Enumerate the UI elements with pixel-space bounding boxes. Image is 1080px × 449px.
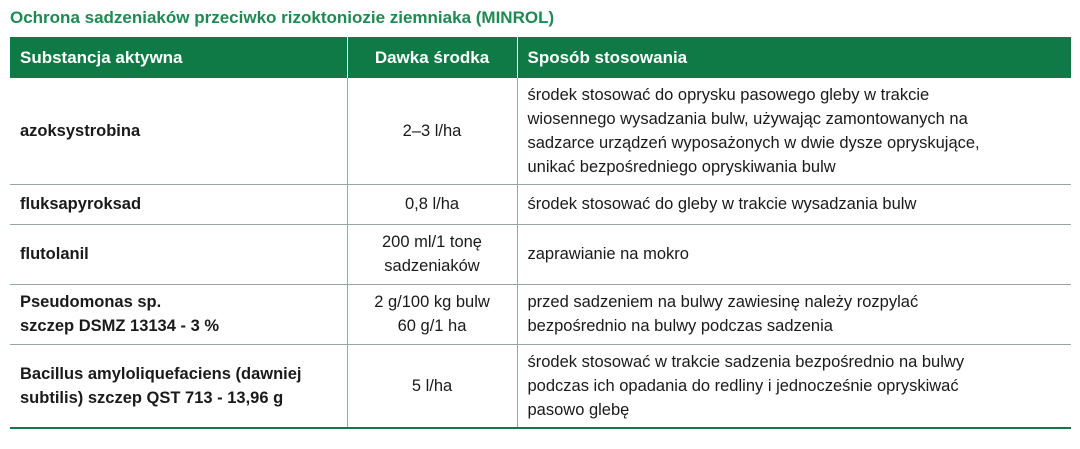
table-row (10, 78, 1071, 184)
dose-cell (347, 344, 517, 428)
dose-line: 2 g/100 kg bulw (374, 293, 490, 311)
method-line: zaprawianie na mokro (527, 245, 689, 263)
table-row (10, 284, 1071, 344)
substance-cell (10, 344, 347, 428)
method-line: środek stosować w trakcie sadzenia bezpośrednio na bulwy (527, 352, 965, 371)
method-line: przed sadzeniem na bulwy zawiesinę należy rozpylać (527, 293, 919, 311)
substance-line: Pseudomonas sp. (20, 293, 162, 311)
dose-line: 2–3 l/ha (402, 121, 462, 140)
table-row (10, 184, 1071, 224)
method-line: bezpośrednio na bulwy podczas sadzenia (527, 317, 833, 335)
table-row (10, 344, 1071, 428)
header-dose: Dawka środka (347, 37, 517, 78)
fungicide-table (10, 37, 1071, 429)
method-cell (517, 224, 1071, 284)
dose-line: 60 g/1 ha (397, 317, 467, 335)
dose-cell (347, 224, 517, 284)
method-cell (517, 184, 1071, 224)
method-line: środek stosować do gleby w trakcie wysadzania bulw (527, 195, 917, 213)
substance-cell (10, 224, 347, 284)
dose-line: sadzeniaków (384, 257, 480, 275)
method-line: pasowo glebę (527, 400, 630, 419)
header-method: Sposób stosowania (517, 37, 1071, 78)
table-title: Ochrona sadzeniaków przeciwko rizoktoniozie ziemniaka (MINROL) (10, 8, 555, 27)
dose-line: 0,8 l/ha (404, 195, 460, 213)
substance-cell (10, 284, 347, 344)
dose-cell (347, 184, 517, 224)
header-row (10, 37, 1071, 78)
method-line: podczas ich opadania do redliny i jednocześnie opryskiwać (527, 376, 959, 395)
substance-line: subtilis) szczep QST 713 - 13,96 g (20, 388, 284, 407)
substance-cell (10, 78, 347, 184)
method-cell (517, 284, 1071, 344)
dose-cell (347, 78, 517, 184)
dose-line: 5 l/ha (411, 376, 453, 395)
substance-line: szczep DSMZ 13134 - 3 % (20, 317, 219, 335)
method-cell (517, 344, 1071, 428)
substance-line: flutolanil (20, 245, 89, 263)
substance-line: fluksapyroksad (20, 195, 142, 213)
table-row (10, 224, 1071, 284)
method-line: unikać bezpośredniego opryskiwania bulw (527, 157, 836, 176)
dose-line: 200 ml/1 tonę (382, 233, 482, 251)
method-line: wiosennego wysadzania bulw, używając zamontowanych na (527, 109, 968, 128)
substance-line: azoksystrobina (20, 121, 141, 140)
header-substance: Substancja aktywna (10, 37, 347, 78)
substance-line: Bacillus amyloliquefaciens (dawniej (20, 364, 302, 383)
method-line: środek stosować do oprysku pasowego gleby w trakcie (527, 85, 930, 104)
substance-cell (10, 184, 347, 224)
method-cell (517, 78, 1071, 184)
method-line: sadzarce urządzeń wyposażonych w dwie dysze opryskujące, (527, 133, 980, 152)
dose-cell (347, 284, 517, 344)
